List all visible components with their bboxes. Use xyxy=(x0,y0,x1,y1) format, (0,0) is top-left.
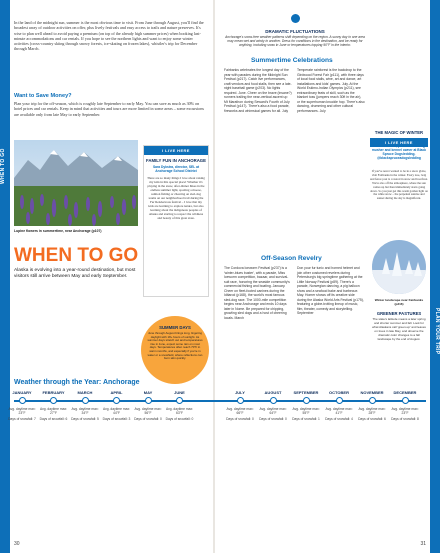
summer-days-circle xyxy=(141,316,209,384)
month-stats xyxy=(223,407,257,422)
timeline-line xyxy=(14,400,426,402)
winter-photo xyxy=(372,240,426,294)
month-marker xyxy=(402,397,409,404)
month-marker xyxy=(369,397,376,404)
month-label: SEPTEMBER xyxy=(293,390,319,395)
snowfall-days: Days of snowfall: 3 xyxy=(102,417,131,422)
month-stats xyxy=(100,407,134,422)
avg-max-temp: Avg. daytime max: 27°F xyxy=(39,407,68,416)
month-marker xyxy=(336,397,343,404)
month-stats xyxy=(131,407,165,422)
avg-max-temp: Avg. daytime max: 28°F xyxy=(358,407,386,416)
month-label: NOVEMBER xyxy=(360,390,384,395)
month-stats xyxy=(5,407,39,422)
month-stats xyxy=(37,407,71,422)
want-save-text: Plan your trip for the off-season, which is roughly late September to early May. You can save as much as 30% on hotel prices and car rentals. Keep in mind that activities and tours are more limited in some areas – some excursions are available only from late May to early September. xyxy=(14,101,204,117)
side-tab-left-label: WHEN TO GO xyxy=(0,148,6,185)
when-to-go-subtitle: Alaska is evolving into a year-round destination, but most visitors still arrive between May and early September. xyxy=(14,268,136,279)
card-quote: There are so many things I love about raising my kids in this special place! Whether it's playing in the snow, after-dinner hikes in the endless summer light, spotting a moose, salmon fishing or cheering on sled-dog teams on our neighborhood trail during the Fur Rendezvous festival – I love that my kids are learning to explore nature, but also learning about the indigenous peoples of Alaska and starting to respect the wildness and beauty of this great state. xyxy=(147,176,205,220)
month-stats xyxy=(68,407,102,422)
page-number-right: 31 xyxy=(420,541,426,547)
month-label: JULY xyxy=(235,390,245,395)
month-stats xyxy=(388,407,422,422)
avg-max-temp: Avg. daytime max: 23°F xyxy=(391,407,419,416)
avg-max-temp: Avg. daytime max: 64°F xyxy=(259,407,287,416)
month-label: FEBRUARY xyxy=(42,390,65,395)
right-page xyxy=(215,0,440,553)
card-person: Sara Dykstra, director, SEL at Anchorage School District xyxy=(152,165,200,173)
snowfall-days: Days of snowfall: 4 xyxy=(325,417,353,422)
avg-max-temp: Avg. daytime max: 41°F xyxy=(325,407,353,416)
month-label: JANUARY xyxy=(12,390,32,395)
side-tab-right-label: PLAN YOUR TRIP xyxy=(434,308,440,355)
magic-circle xyxy=(370,8,428,72)
i-live-here-badge: I LIVE HERE xyxy=(144,146,208,155)
summer-days-text: June through August brings long, lingering daylight with 18+ hours of sunlight. As summer days stretch out and temperatures rise in June, expect some rain on most days. Temperatures often reach 70°F in warm months, and especially if you're in water or a snowfield, where reflections can burn skin quickly. xyxy=(147,331,203,361)
month-marker xyxy=(303,397,310,404)
dramatic-block xyxy=(225,10,365,48)
month-label: JUNE xyxy=(174,390,185,395)
month-marker xyxy=(82,397,89,404)
side-tab-right xyxy=(430,0,440,553)
photo-caption: Lupine flowers in summertime, near Anchorage (p107) xyxy=(14,229,102,233)
snowfall-days: Days of snowfall: 7 xyxy=(8,417,36,422)
month-marker xyxy=(176,397,183,404)
page-number-left: 30 xyxy=(14,541,20,547)
month-label: MARCH xyxy=(77,390,93,395)
avg-max-temp: Avg. daytime max: 44°F xyxy=(102,407,131,416)
offseason-title: Off-Season Revelry xyxy=(261,255,322,262)
intro-paragraph: In the land of the midnight sun, summer is the most obvious time to visit. From June through August, you'll find the broadest array of outdoor activities on offer, plus lively festivals and easy access to trails and nature preserves. It's wise to plan well ahead to avoid paying a premium (on top of the already high summer prices) when booking last-minute accommodations and car rentals. If you hope to see the northern lights and want to enjoy some winter activities (cross-country skiing through snowy forests, ice-skating on frozen lakes), whistler's trip for December through March. xyxy=(14,20,204,52)
magic-text: If you've never wanted to be in a snow globe, visit Fairbanks in the winter. Every tree, twig and fence post is covered in snow and hoarfrost. We're also off the atmosphere, where the sun comes up but then immediately starts going down. So you just get this warm golden light on the white snow – the perpetual sunrise and sunset during the day is magnificent. xyxy=(370,169,428,201)
summertime-col-2: Temperate rainforest is the backdrop to the Girdwood Forest Fair (p111), with three days of local food stalls, wine, art and dance, art installations and kids' games. July. At the World Eskimo-Indian Olympics (p211), see extraordinary feats of skill, such as the blanket toss (jumpers reach 30ft in the air), or the superhuman knuckle hop. There's also dancing, drumming and other cultural performances. July xyxy=(297,68,365,113)
snowfall-days: Days of snowfall: 0 xyxy=(259,417,287,422)
avg-max-temp: Avg. daytime max: 34°F xyxy=(71,407,99,416)
offseason-col-1: The Cordova Iceworm Festival (p237) is a 'winter-blues buster', with a parade, Miss Iceworm competition, bazaar, and survival-suit race, honoring the seaside community's commercial fishing and boating. January. Cheer on fleet-footed canines during the Iditarod (p168), the world's most famous sled-dog race. The 1000-mile competition begins near Anchorage and ends 10 days later in Nome. Be prepared for chipping, growling sled dogs and a host of cheering locals. March xyxy=(224,266,290,320)
summertime-col-1: Fairbanks celebrates the longest day of the year with parades during the Midnight Sun Festival (p217). Catch live performances, craft vendors and food stalls, then see a late-night baseball game (p203). No lights required. June. Cheer on the brave (insane?) runners trailing the near-vertical ascent up Mt Marathon during Seward's Fourth of July Festival (p147). There's also a food parade, fireworks and whimsical games for all. July xyxy=(224,68,292,113)
greener-title: GREENER PASTURES xyxy=(376,311,422,316)
month-label: OCTOBER xyxy=(329,390,349,395)
side-tab-left xyxy=(0,0,10,553)
avg-max-temp: Avg. daytime max: 55°F xyxy=(292,407,320,416)
snowfall-days: Days of snowfall: 0 xyxy=(134,417,162,422)
greener-text: The state's latitude means a later spring and shorter summer and fall. Look for what Alaskans call 'green-up' and leaves on trees in late May, and observe the dramatic color changes to a fall landscape by the end of August. xyxy=(372,317,426,341)
want-save-heading: Want to Save Money? xyxy=(14,93,72,99)
month-stats xyxy=(256,407,290,422)
dramatic-text: Anchorage's snow-free weather patterns shift depending on the region. A sunny day in one area may mean wet and windy in another. Dress for conditions in the destination, and be ready for anything, including snow in June or temperatures topping 90°F in the interior. xyxy=(225,35,365,48)
dramatic-title: DRAMATIC FLUCTUATIONS xyxy=(265,29,325,34)
summer-days-title: SUMMER DAYS xyxy=(159,325,191,330)
dramatic-icon xyxy=(291,14,300,23)
offseason-col-2: Don your fur tunic and horned helmet and join other costumed revelers during Petersburg's big springtime gathering at the Little Norway Festival (p89). There's a parade, Norwegian dancing, a pig balloon show and a seafood bake and barbecue. May. Homer shows off its creative side during the Alaska World Arts Festival (p175), featuring a globe-trotting lineup of music, film, theater, comedy and storytelling. September xyxy=(297,266,364,315)
summertime-title: Summertime Celebrations xyxy=(251,57,333,64)
winter-caption: Winter landscape near Fairbanks (p316) xyxy=(374,298,424,307)
month-stats xyxy=(163,407,197,422)
when-to-go-overlay xyxy=(14,246,209,280)
month-marker xyxy=(270,397,277,404)
month-marker xyxy=(237,397,244,404)
when-to-go-heading: WHEN TO GO xyxy=(14,245,139,266)
month-label: APRIL xyxy=(110,390,123,395)
snowfall-days: Days of snowfall: 0 xyxy=(226,417,254,422)
lupine-photo xyxy=(14,140,138,226)
i-live-here-badge-right: I LIVE HERE xyxy=(370,138,428,147)
snowfall-days: Days of snowfall: 6 xyxy=(39,417,68,422)
month-stats xyxy=(355,407,389,422)
month-label: DECEMBER xyxy=(393,390,417,395)
snowfall-days: Days of snowfall: 1 xyxy=(292,417,320,422)
month-label: MAY xyxy=(143,390,153,395)
month-marker xyxy=(50,397,57,404)
avg-max-temp: Avg. daytime max: 66°F xyxy=(226,407,254,416)
month-label: AUGUST xyxy=(264,390,282,395)
snowfall-days: Days of snowfall: 5 xyxy=(71,417,99,422)
avg-max-temp: Avg. daytime max: 23°F xyxy=(8,407,36,416)
weather-title: Weather through the Year: Anchorage xyxy=(14,379,140,386)
magic-title: THE MAGIC OF WINTER xyxy=(374,130,424,135)
avg-max-temp: Avg. daytime max: 56°F xyxy=(134,407,162,416)
month-stats xyxy=(289,407,323,422)
timeline-anchor xyxy=(0,388,440,389)
month-marker xyxy=(113,397,120,404)
snowfall-days: Days of snowfall: 0 xyxy=(165,417,194,422)
snowfall-days: Days of snowfall: 8 xyxy=(391,417,419,422)
month-stats xyxy=(322,407,356,422)
avg-max-temp: Avg. daytime max: 63°F xyxy=(165,407,194,416)
card-title: FAMILY FUN IN ANCHORAGE xyxy=(146,158,207,163)
snowfall-days: Days of snowfall: 6 xyxy=(358,417,386,422)
month-marker xyxy=(19,397,26,404)
magic-person: Kathrin Davies, professional dog musher and kennel owner at Black Spruce Dogsledding. @blackspruceadogsledding xyxy=(371,144,427,160)
month-marker xyxy=(145,397,152,404)
